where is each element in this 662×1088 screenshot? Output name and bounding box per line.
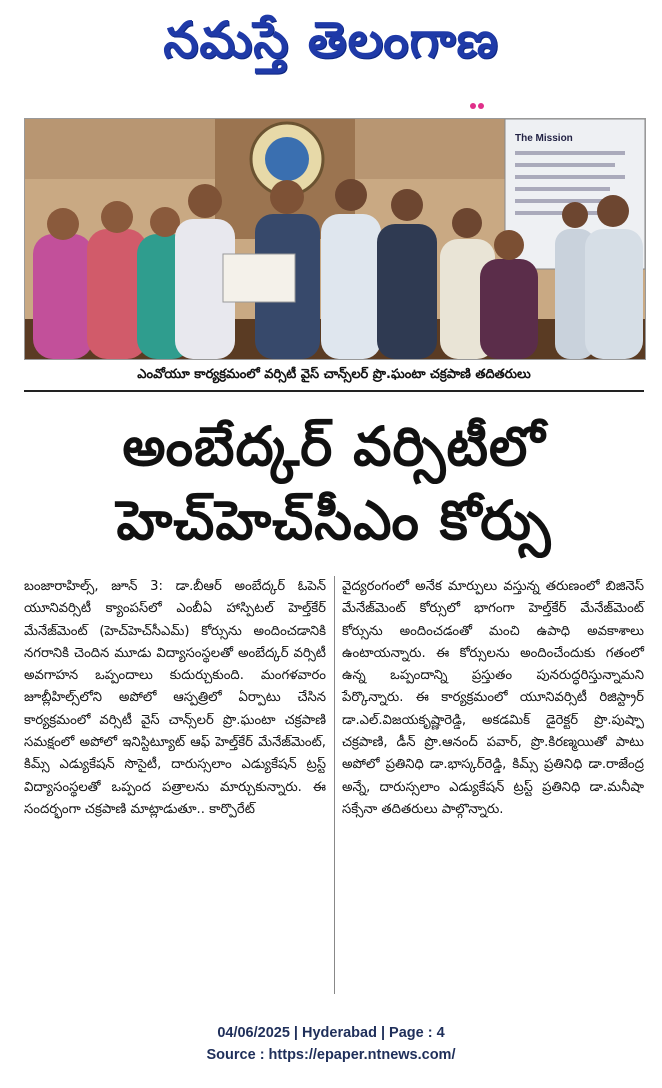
article-column-1: బంజారాహిల్స్, జూన్ 3: డా.బీఆర్ అంబేద్కర్ ఓపెన్ యూనివర్సిటీ క్యాంపస్‌లో ఎంబీఏ హాస్పిటల్ హెల్త్‌కేర్ మేనేజ్‌మెంట్ (హెచ్‌హెచ్‌సీఎమ్) కోర్సును అందించడానికి నగరానికి చెందిన మూడు విద్యాసంస్థలతో అంబేద్కర్ వర్సిటీ అవగాహన ఒప్పందాలు కుదుర్చుకుంది. మంగళవారం జూబ్లీహిల్స్‌లోని అపోలో ఆస్పత్రిలో ఏర్పాటు చేసిన కార్యక్రమంలో వర్సిటీ వైస్ చాన్స్‌లర్ ప్రొ.ఘంటా చక్రపాణి సమక్షంలో అపోలో ఇనిస్టిట్యూట్ ఆఫ్ హెల్త్‌కేర్ మేనేజ్‌మెంట్, కిమ్స్ ఎడ్యుకేషన్ సొసైటీ, దారుస్సలాం ఎడ్యుకేషన్ ట్రస్ట్ విద్యాసంస్థలతో ఒప్పంద పత్రాలను మార్చుకున్నారు. ఈ సందర్భంగా చక్రపాణి మాట్లాడుతూ.. కార్పొరేట్ xyxy=(24,579,326,817)
footer-source-link[interactable]: Source : https://epaper.ntnews.com/ xyxy=(206,1047,456,1063)
headline xyxy=(24,410,644,558)
article-column-2: వైద్యరంగంలో అనేక మార్పులు వస్తున్న తరుణంలో బిజినెస్ మేనేజ్‌మెంట్ కోర్సులో భాగంగా హెల్త్‌కేర్ మేనేజ్‌మెంట్ కోర్సును అందించడంతో మంచి ఉపాధి అవకాశాలు ఉంటాయన్నారు. ఈ కోర్సులను అందించేందుకు గతంలో ఉన్న ఒప్పందాన్ని ప్రస్తుతం పునరుద్ధరిస్తున్నామని పేర్కొన్నారు. ఈ కార్యక్రమంలో యూనివర్సిటీ రిజిస్ట్రార్ డా.ఎల్.విజయకృష్ణారెడ్డి, అకడమిక్ డైరెక్టర్ ప్రొ.పుష్పా చక్రపాణి, డీన్ ప్రొ.ఆనంద్ పవార్, ప్రొ.కిరణ్మయితో పాటు అపోలో ప్రతినిధి డా.భాస్కర్‌రెడ్డి, కిమ్స్ ప్రతినిధి డా.రాజేంద్ర అన్నే, దారుస్సలాం ఎడ్యుకేషన్ ట్రస్ట్ ప్రతినిధి డా.మనీషా సక్సేనా తదితరులు పాల్గొన్నారు. xyxy=(342,579,644,817)
footer xyxy=(0,1022,662,1066)
photo-caption: ఎంవోయూ కార్యక్రమంలో వర్సిటీ వైస్ చాన్స్‌లర్ ప్రొ.ఘంటా చక్రపాణి తదితరులు xyxy=(24,362,644,392)
decorative-dots xyxy=(470,94,494,102)
newspaper-title: నమస్తే తెలంగాణ xyxy=(163,10,499,69)
column-divider xyxy=(334,576,335,994)
headline-line-1: అంబేద్కర్ వర్సిటీలో xyxy=(122,415,546,478)
news-photo xyxy=(24,118,646,360)
footer-date-line: 04/06/2025 | Hyderabad | Page : 4 xyxy=(217,1025,445,1041)
article-body xyxy=(24,576,644,994)
banner-text: The Mission xyxy=(515,133,573,144)
headline-line-2: హెచ్‌హెచ్‌సీఎం కోర్సు xyxy=(116,489,552,552)
masthead xyxy=(0,0,662,92)
